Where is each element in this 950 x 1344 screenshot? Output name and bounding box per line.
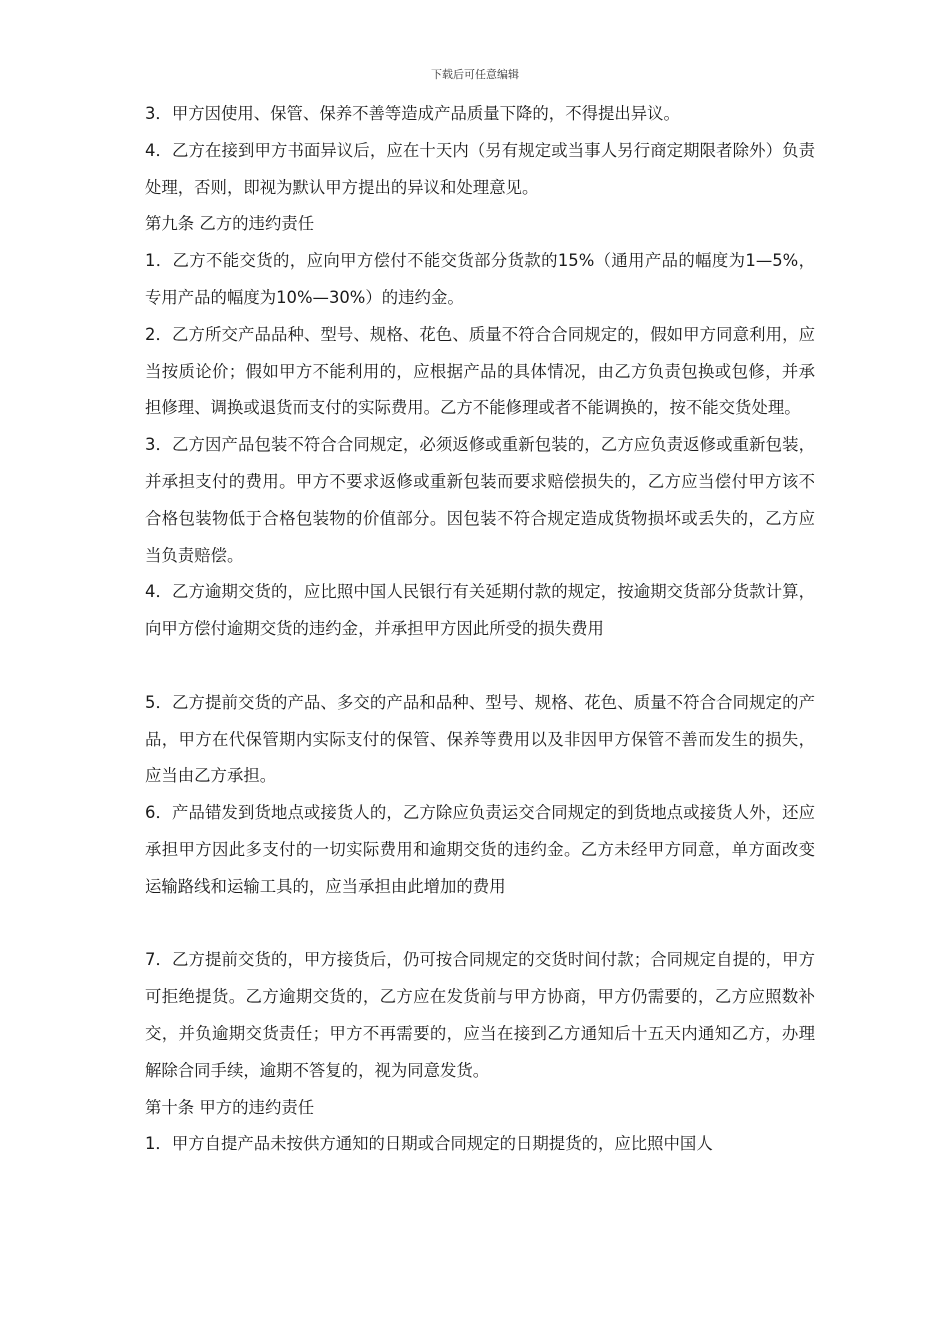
clause-9-item-6: 6．产品错发到货地点或接货人的，乙方除应负责运交合同规定的到货地点或接货人外，还应承担甲方因此多支付的一切实际费用和逾期交货的违约金。乙方未经甲方同意，单方面改变运输路线和运输工具的，应当承担由此增加的费用: [145, 803, 815, 896]
clause-8-item-4: 4．乙方在接到甲方书面异议后，应在十天内（另有规定或当事人另行商定期限者除外）负责处理，否则，即视为默认甲方提出的异议和处理意见。: [145, 140, 815, 197]
clause-9-item-7: 7．乙方提前交货的，甲方接货后，仍可按合同规定的交货时间付款；合同规定自提的，甲方可拒绝提货。乙方逾期交货的，乙方应在发货前与甲方协商，甲方仍需要的，乙方应照数补交，并负逾期交货责任；甲方不再需要的，应当在接到乙方通知后十五天内通知乙方，办理解除合同手续，逾期不答复的，视为同意发货。: [145, 950, 815, 1080]
clause-9-item-2: 2．乙方所交产品品种、型号、规格、花色、质量不符合合同规定的，假如甲方同意利用，应当按质论价；假如甲方不能利用的，应根据产品的具体情况，由乙方负责包换或包修，并承担修理、调换或退货而支付的实际费用。乙方不能修理或者不能调换的，按不能交货处理。: [145, 324, 815, 418]
article-9-heading: 第九条 乙方的违约责任: [145, 214, 315, 234]
page-header: 下载后可任意编辑: [431, 68, 519, 81]
blank-line: [145, 648, 815, 685]
clause-10-item-1: 1．甲方自提产品未按供方通知的日期或合同规定的日期提货的，应比照中国人: [145, 1134, 713, 1154]
document-body: [145, 96, 815, 1163]
blank-line: [145, 906, 815, 943]
clause-8-item-3: 3．甲方因使用、保管、保养不善等造成产品质量下降的，不得提出异议。: [145, 104, 680, 123]
article-10-heading: 第十条 甲方的违约责任: [145, 1097, 315, 1117]
clause-9-item-3: 3．乙方因产品包装不符合合同规定，必须返修或重新包装的，乙方应负责返修或重新包装，并承担支付的费用。甲方不要求返修或重新包装而要求赔偿损失的，乙方应当偿付甲方该不合格包装物低于合格包装物的价值部分。因包装不符合规定造成货物损坏或丢失的，乙方应当负责赔偿。: [145, 435, 815, 565]
clause-9-item-4: 4．乙方逾期交货的，应比照中国人民银行有关延期付款的规定，按逾期交货部分货款计算，向甲方偿付逾期交货的违约金，并承担甲方因此所受的损失费用: [145, 582, 815, 639]
clause-9-item-5: 5．乙方提前交货的产品、多交的产品和品种、型号、规格、花色、质量不符合合同规定的产品，甲方在代保管期内实际支付的保管、保养等费用以及非因甲方保管不善而发生的损失，应当由乙方承担。: [145, 692, 815, 786]
clause-9-item-1: 1．乙方不能交货的，应向甲方偿付不能交货部分货款的15%（通用产品的幅度为1—5%，专用产品的幅度为10%—30%）的违约金。: [145, 251, 815, 307]
